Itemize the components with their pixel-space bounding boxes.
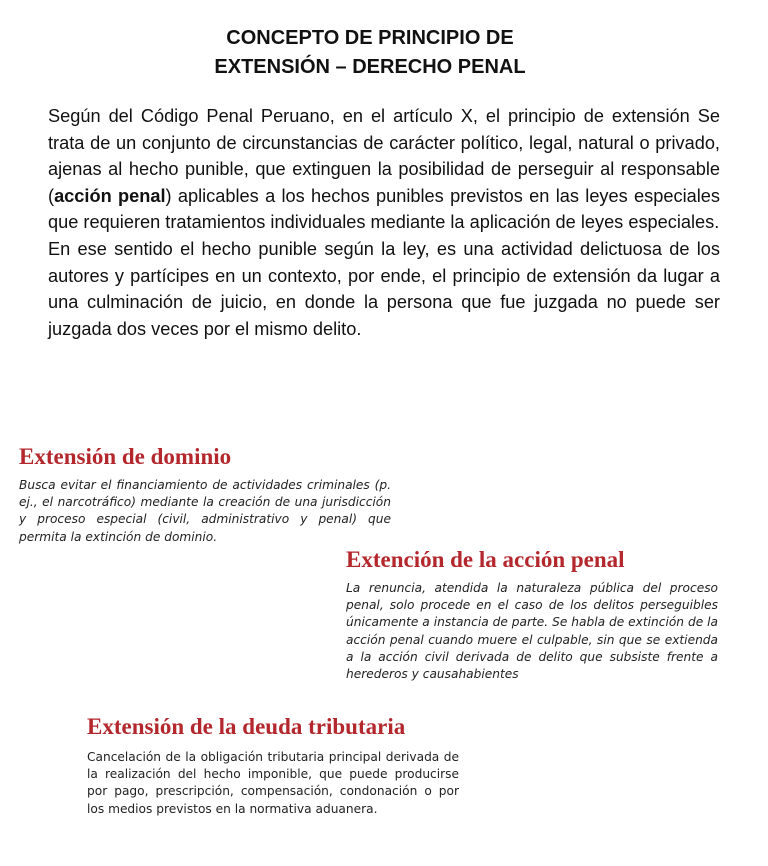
page-title-line-1: CONCEPTO DE PRINCIPIO DE: [226, 27, 514, 49]
section-heading-deuda-tributaria: Extensión de la deuda tributaria: [87, 714, 406, 739]
intro-paragraph-1: [48, 103, 720, 236]
page-title: [0, 24, 740, 82]
intro-bold-term: acción penal: [54, 185, 166, 206]
intro-paragraph-1-end: ) aplicables a los hechos punibles previstos en las leyes especiales que requieren tratamientos individuales mediante la aplicación de leyes especiales.: [48, 185, 720, 233]
section-heading-accion-penal: Extención de la acción penal: [346, 547, 625, 572]
section-heading-extension-dominio: Extensión de dominio: [19, 444, 232, 469]
intro-paragraph-1-start: Según del Código Penal Peruano, en el artículo X, el principio de extensión Se trata de un conjunto de circunstancias de carácter político, legal, natural o privado, ajenas al hecho punible, que extinguen la posibilidad de perseguir al responsable (: [48, 106, 720, 206]
intro-text: [48, 103, 720, 342]
section-body-extension-dominio: Busca evitar el financiamiento de actividades criminales (p. ej., el narcotráfico) mediante la creación de una jurisdicción y proceso especial (civil, administrativo y penal) que permita la extinción de dominio.: [19, 478, 391, 544]
intro-paragraph-2: En ese sentido el hecho punible según la ley, es una actividad delictuosa de los autores y partícipes en un contexto, por ende, el principio de extensión da lugar a una culminación de juicio, en donde la persona que fue juzgada no puede ser juzgada dos veces por el mismo delito.: [48, 238, 720, 339]
page-title-line-2: EXTENSIÓN – DERECHO PENAL: [214, 56, 526, 78]
section-body-deuda-tributaria: Cancelación de la obligación tributaria principal derivada de la realización del hecho imponible, que puede producirse por pago, prescripción, compensación, condonación o por los medios previstos en la normativa aduanera.: [87, 750, 459, 816]
section-body-accion-penal: La renuncia, atendida la naturaleza pública del proceso penal, solo procede en el caso de los delitos perseguibles únicamente a instancia de parte. Se habla de extinción de la acción penal cuando muere el culpable, sin que se extienda a la acción civil derivada de delito que subsiste frente a herederos y causahabientes: [346, 581, 718, 682]
